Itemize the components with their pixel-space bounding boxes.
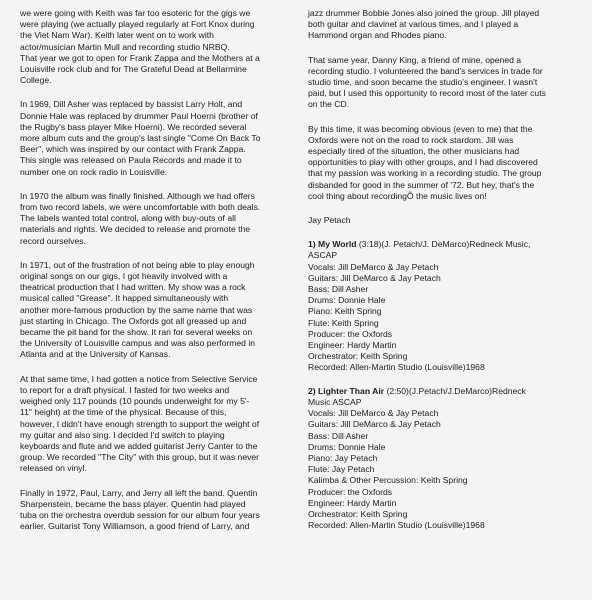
track-title: 1) My World <box>308 239 357 250</box>
paragraph: At that same time, I had gotten a notice from Selective Service to report for a draft physical. I fasted for two weeks and weighed only 117 pounds (10 pounds underweight for my 5'- 11" height) at the time of the physical. Because of this, however, I didn't have enough strength to support the weight of my guitar and also sing. I decided I'd switch to playing keyboards and flute and we added guitarist Jerry Canter to the group. We recorded "The City" with this group, but it was never released on vinyl. <box>20 373 260 474</box>
credit-line: Guitars: Jill DeMarco & Jay Petach <box>308 272 441 283</box>
left-column <box>20 8 290 545</box>
credit-line: Flute: Keith Spring <box>308 317 379 328</box>
paragraph: In 1971, out of the frustration of not being able to play enough original songs on our gigs, I got heavily involved with a theatrical production that I had written. My show was a rock musical called "Grease". It happed simultaneously with another more-famous production by the same name that was just starting in Chicago. The Oxfords got all greased up and became the pit band for the show. It ran for several weeks on the University of Louisville campus and was also performed in Atlanta and at the University of Kansas. <box>20 259 256 360</box>
track-details: (2:50)(J.Petach/J.DeMarco)Redneck Music ASCAP <box>308 385 526 407</box>
credit-line: Piano: Keith Spring <box>308 306 382 317</box>
credit-line: Kalimba & Other Percussion: Keith Spring <box>308 475 468 486</box>
credit-line: Piano: Jay Petach <box>308 452 378 463</box>
track-listing-2 <box>308 386 584 532</box>
paragraph: That same year, Danny King, a friend of mine, opened a recording studio. I volunteered the band's services in trade for studio time, and soon became the studio's engineer. I wasn't paid, but I used this opportunity to record most of the later cuts on the CD. <box>308 54 546 110</box>
track-heading <box>308 386 584 408</box>
track-heading <box>308 239 584 261</box>
credit-line: Engineer: Hardy Martin <box>308 497 397 508</box>
paragraph: jazz drummer Bobbie Jones also joined the group. Jill played both guitar and clavinet at various times, and I played a Hammond organ and Rhodes piano. <box>308 8 540 41</box>
paragraph: In 1970 the album was finally finished. Although we had offers from two record labels, we were uncomfortable with both deals. The labels wanted total control, along with buy-outs of all materials and rights. We decided to release and promote the record ourselves. <box>20 190 261 246</box>
credit-line: Recorded: Allen-Martin Studio (Louisville)1968 <box>308 520 485 531</box>
paragraph: In 1969, Dill Asher was replaced by bassist Larry Holt, and Donnie Hale was replaced by drummer Paul Hoerni (brother of the Rugby's bass player Mike Hoerni). We recorded several more album cuts and the group's last single "Come On Back To Beer", which was inspired by our contact with Frank Zappa. This single was released on Paula Records and made it to number one on rock radio in Louisville. <box>20 99 261 177</box>
credit-line: Drums: Donnie Hale <box>308 441 386 452</box>
author-signature: Jay Petach <box>308 215 351 226</box>
credit-line: Recorded: Allen-Martin Studio (Louisville)1968 <box>308 362 485 373</box>
credit-line: Orchestrator: Keith Spring <box>308 351 408 362</box>
paragraph: Finally in 1972, Paul, Larry, and Jerry all left the band. Quentin Sharpenstein, became the bass player. Quentin had played tuba on the orchestra overdub session for our album four years earlier. Guitarist Tony Williamson, a good friend of Larry, and <box>20 487 260 532</box>
paragraph: we were going with Keith was far too esoteric for the gigs we were playing (we actually played regularly at Fort Knox during the Viet Nam War). Keith later went on to work with actor/musician Martin Mull and recording studio NRBQ. That year we got to open for Frank Zappa and the Mothers at a Louisville rock club and for The Grateful Dead at Bellarmine College. <box>20 8 260 86</box>
credit-line: Producer: the Oxfords <box>308 486 393 497</box>
track-title: 2) Lighter Than Air <box>308 385 385 396</box>
credit-line: Bass: Dill Asher <box>308 430 369 441</box>
credit-line: Orchestrator: Keith Spring <box>308 508 408 519</box>
paragraph: By this time, it was becoming obvious (even to me) that the Oxfords were not on the road to rock stardom. Jill was especially tired of the situation, the other musicians had opportunities to play with other groups, and I had discovered that my passion was working in a recording studio. The group disbanded for good in the summer of '72. But hey, that's the cool thing about recordingÕ the music lives on! <box>308 123 542 201</box>
credit-line: Bass: Dill Asher <box>308 284 369 295</box>
track-listing-1 <box>308 239 584 373</box>
track-details: (3:18)(J. Petach/J. DeMarco)Redneck Music, ASCAP <box>308 239 531 261</box>
credit-line: Vocals: Jill DeMarco & Jay Petach <box>308 408 439 419</box>
credit-line: Drums: Donnie Hale <box>308 295 386 306</box>
credit-line: Vocals: Jill DeMarco & Jay Petach <box>308 261 439 272</box>
credit-line: Producer: the Oxfords <box>308 328 393 339</box>
credit-line: Flute: Jay Petach <box>308 464 375 475</box>
credit-line: Engineer: Hardy Martin <box>308 340 397 351</box>
credit-line: Guitars: Jill DeMarco & Jay Petach <box>308 419 441 430</box>
right-column <box>308 8 584 543</box>
